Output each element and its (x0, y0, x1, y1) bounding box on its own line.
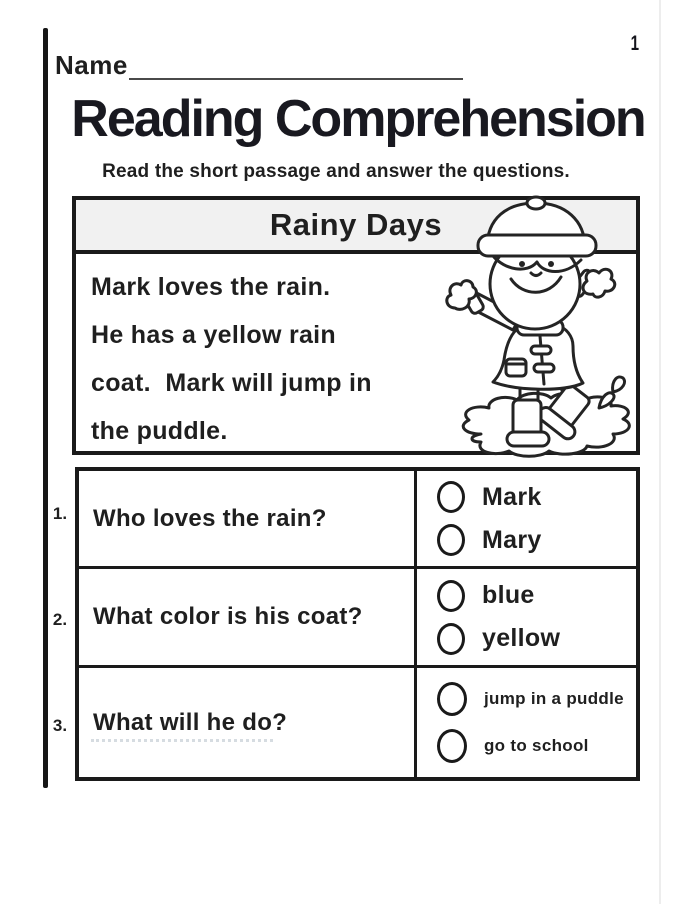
passage-line: coat. Mark will jump in (91, 369, 372, 397)
worksheet-title: Reading Comprehension (71, 90, 645, 148)
name-label: Name (55, 50, 128, 80)
option-label: blue (482, 581, 535, 609)
passage-line: the puddle. (91, 417, 228, 445)
answer-option[interactable] (437, 682, 636, 716)
question-number: 3. (52, 716, 68, 735)
answer-options (417, 471, 636, 569)
radio-circle[interactable] (437, 682, 467, 716)
answer-option[interactable] (437, 481, 636, 513)
option-label: Mark (482, 482, 542, 511)
question-number: 1. (52, 504, 68, 523)
option-label: go to school (484, 736, 589, 755)
option-label: Mary (482, 525, 542, 554)
passage-title: Rainy Days (269, 207, 443, 242)
option-label: yellow (482, 624, 561, 652)
radio-circle[interactable] (437, 580, 465, 612)
radio-circle[interactable] (437, 623, 465, 655)
answer-option[interactable] (437, 729, 636, 763)
answer-option[interactable] (437, 580, 636, 612)
question-number: 2. (52, 610, 68, 629)
answer-options (417, 668, 636, 777)
questions-table (75, 467, 640, 781)
question-text: What color is his coat? (79, 569, 417, 668)
question-text: Who loves the rain? (79, 471, 417, 569)
page-number: 1 (630, 32, 640, 55)
radio-circle[interactable] (437, 524, 465, 556)
page-edge-line (659, 0, 661, 904)
option-label: jump in a puddle (484, 689, 624, 708)
boy-jumping-in-puddle-illustration (443, 194, 645, 466)
radio-circle[interactable] (437, 729, 467, 763)
passage-line: He has a yellow rain (91, 321, 336, 349)
passage-line: Mark loves the rain. (91, 273, 331, 301)
question-text: What will he do? (79, 668, 417, 777)
answer-option[interactable] (437, 524, 636, 556)
left-margin-bar (43, 28, 48, 788)
answer-option[interactable] (437, 623, 636, 655)
answer-options (417, 569, 636, 668)
radio-circle[interactable] (437, 481, 465, 513)
worksheet-subtitle: Read the short passage and answer the questions. (102, 161, 570, 182)
scan-artifact-underline (91, 736, 273, 742)
name-write-line[interactable] (129, 52, 463, 80)
